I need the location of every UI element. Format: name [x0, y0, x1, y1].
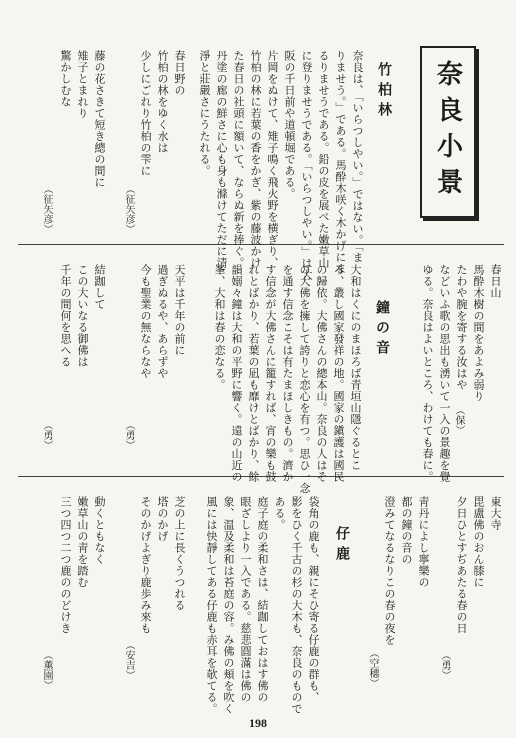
prose-line: 阪の千日前や道頓堀である。: [283, 50, 296, 200]
poem-line: 動くともなく: [93, 496, 106, 565]
prose-line: の歸依。大佛さんの總本山。奈良の人はそ: [315, 264, 328, 483]
poem-line: 過ぎぬるや、あらずや: [156, 264, 169, 379]
prose-line: などいふ歌の思出も湧いて一入の景趣を覺: [438, 264, 451, 483]
poem-line: 東大寺: [489, 496, 502, 531]
poem-line: たわや腕を寄する汝はや: [455, 264, 468, 391]
poem-signature: （征矢彦）: [123, 184, 134, 234]
poem-line: 三つ四つ二つ鹿ののどけき: [59, 496, 72, 634]
poem-line: 澄みてなるなりこの春の夜を: [383, 496, 396, 646]
poem-line: 塔のかげ: [156, 496, 169, 542]
prose-line: りませう。」である。馬酔木咲く木かげにま: [334, 50, 347, 275]
prose-line: 峯、大和は春の恋なる。: [213, 264, 226, 391]
poem-signature: （保）: [453, 405, 464, 435]
poem-signature: （空穗）: [367, 648, 378, 688]
poem-line: 少しにごれり竹柏の雫に: [139, 50, 152, 177]
prose-line: 大和はくにのまほろば青垣山隱ぐるとこ: [349, 264, 362, 471]
title-box: [420, 46, 476, 218]
poem-line: 都の鐘の音の: [400, 496, 413, 565]
poem-line: 夕日ひとすぢあたる春の日: [455, 496, 468, 634]
prose-line: に登りませうである。「いらつしやい。」は大: [300, 50, 313, 281]
prose-line: ある。: [273, 496, 286, 531]
poem-line: 春日山: [489, 264, 502, 299]
prose-line: 奈良は、「いらつしやい。」ではない。「ま: [351, 50, 364, 264]
poem-line: 芝の上に長くうつれる: [173, 496, 186, 611]
prose-line: 竹柏の林に若葉の香をかぎ、紫の藤波かけ: [249, 50, 262, 269]
prose-line: るりませうである。鉛の皮を展べた嫩草山: [317, 50, 330, 269]
poem-signature: （勇）: [439, 650, 450, 680]
poem-line: 靑丹によし寧樂の: [417, 496, 430, 588]
prose-line: れとばかり、若葉の凪も靡けとばかり、餘: [247, 264, 260, 483]
prose-line: ゆる。奈良はよいところ、わけても春に。: [421, 264, 434, 483]
prose-line: 袋角の鹿も、親にそひ寄る仔鹿の群も、: [307, 496, 320, 703]
heading-kane-no-ne: 鐘の音: [374, 300, 390, 360]
prose-line: す信念が大佛さんに籠すれば、宵の樂も鼓: [264, 264, 277, 483]
heading-chikuhakurin: 竹柏林: [376, 62, 392, 122]
prose-line: ろ、叢し國家發祥の地。國家の鎭護は國民: [332, 264, 345, 483]
poem-signature: （征矢彦）: [41, 184, 52, 234]
poem-line: この大いなる御佛は: [76, 264, 89, 368]
prose-line: 風には快靜してある仔鹿も赤耳を欹てる。: [205, 496, 218, 715]
poem-line: 千年の間何を思へる: [59, 264, 72, 368]
poem-line: 竹柏の林をゆく水は: [156, 50, 169, 154]
prose-line: 影をひく千古の杉の大木も、奈良のもので: [290, 496, 303, 715]
prose-line: 丹塗の廊の鮮さに心も身も滌けてただに清: [215, 50, 228, 269]
poem-signature: （勇）: [123, 420, 134, 450]
prose-line: 片岡をぬけて、雉子鳴く飛火野を横ぎり、: [266, 50, 279, 269]
page-title: 奈良小景: [432, 60, 463, 204]
poem-line: 馬酔木樹の間をあよみ弱り: [472, 264, 485, 402]
poem-line: 春日野の: [173, 50, 186, 96]
poem-line: 驚かしむな: [59, 50, 72, 108]
poem-line: 雉子とまれり: [76, 50, 89, 119]
page-number: 198: [249, 716, 267, 730]
prose-line: 淨と莊嚴さにうたれる。: [198, 50, 211, 177]
poem-line: 嫩草山の靑を踏む: [76, 496, 89, 588]
prose-line: 象、温及柔和は苔庭の容。み佛の頬を吹く: [222, 496, 235, 715]
poem-line: 毘盧佛のおん膝に: [472, 496, 485, 588]
poem-line: 天平は千年の前に: [173, 264, 186, 356]
poem-line: 結跏して: [93, 264, 106, 310]
prose-line: た春日の社頭に額いて、ならぬ新を捧ぐ。: [232, 50, 245, 269]
heading-shika: 仔鹿: [334, 526, 350, 566]
poem-line: そのかげよぎり鹿歩み來も: [139, 496, 152, 634]
prose-line: 韻嫋々鐘は大和の平野に響く。遠の山近の: [230, 264, 243, 483]
prose-line: を通す信念こそは有たまほしきもの。濟か: [281, 264, 294, 483]
poem-line: 今も聖業の無ならなや: [139, 264, 152, 379]
prose-line: の大佛を擁して誇りと恋心を有つ。思ひ一念: [298, 264, 311, 494]
prose-line: 眼ざしより一入である。慈悲圓滿は佛の: [239, 496, 252, 703]
prose-line: 庭子庭の柔和さは、結跏しておはす佛の: [256, 496, 269, 703]
poem-signature: （安吉）: [123, 640, 134, 680]
poem-signature: （勇）: [41, 420, 52, 450]
poem-signature: （薫園）: [41, 650, 52, 690]
poem-line: 藤の花さきて短き總の間に: [93, 50, 106, 188]
